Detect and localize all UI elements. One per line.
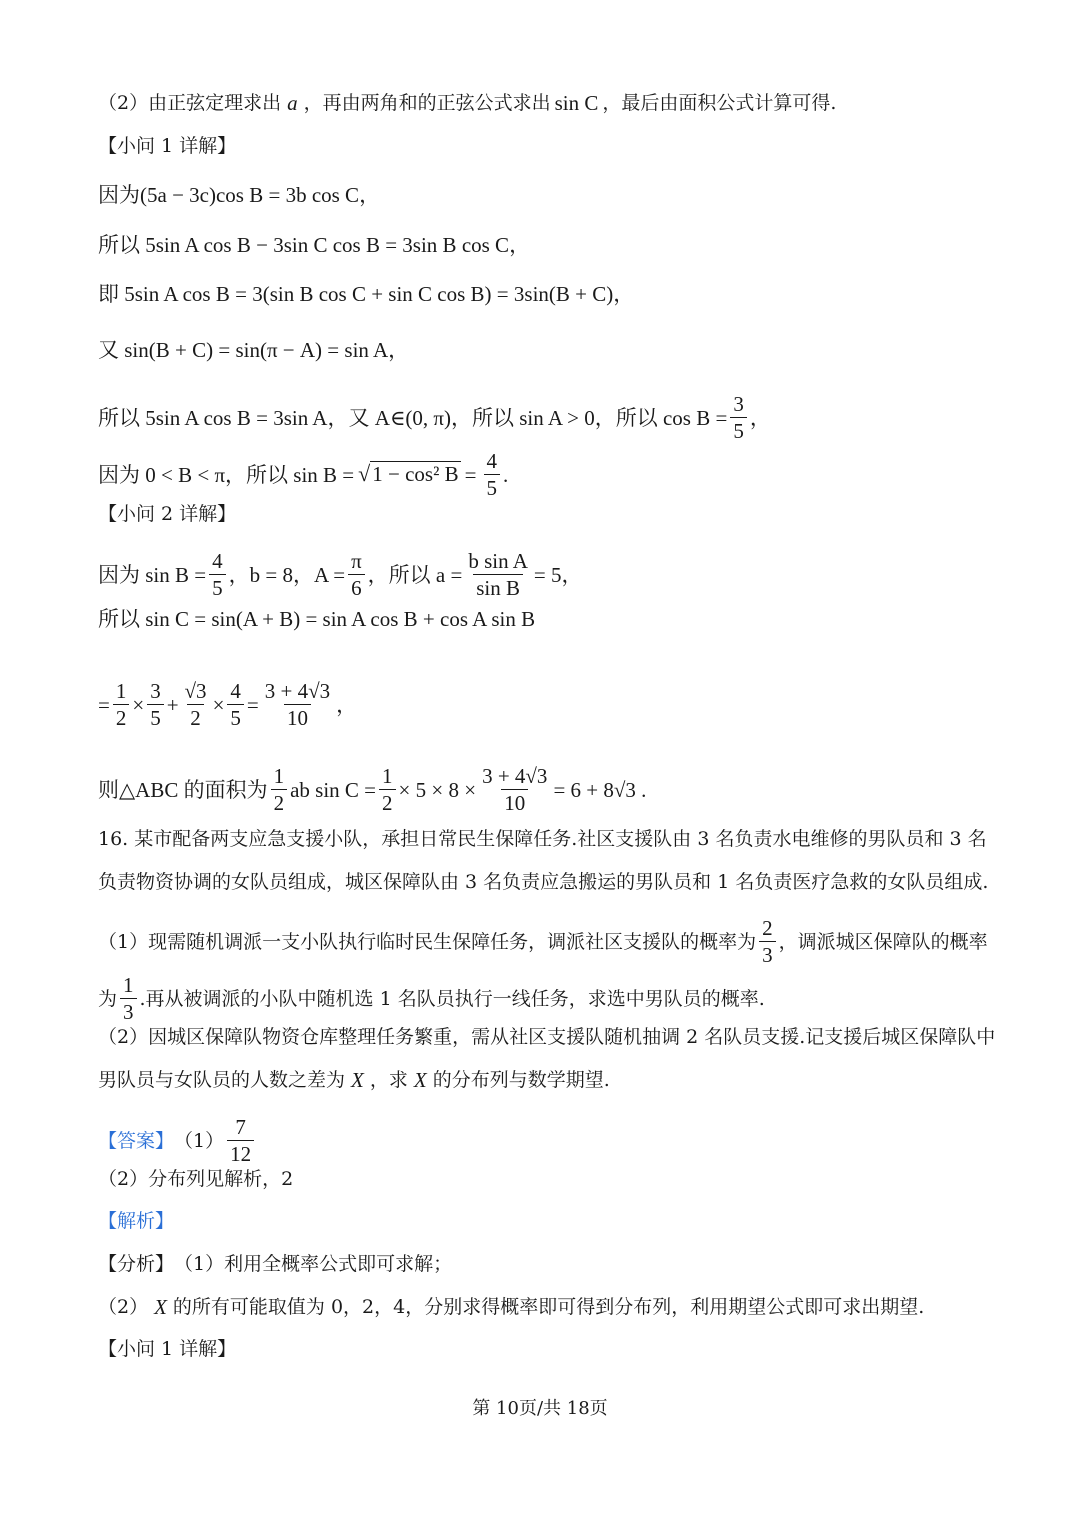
text: ，: [749, 405, 771, 430]
math: X: [351, 1068, 364, 1092]
text: （1）现需随机调派一支小队执行临时民生保障任务，调派社区支援队的概率为: [98, 930, 757, 953]
math-line: [98, 550, 984, 599]
text: 的所有可能取值为 0，2，4，分别求得概率即可得到分布列，利用期望公式即可求出期望.: [172, 1296, 925, 1318]
numerator: 1: [123, 973, 134, 997]
numerator: √3: [184, 679, 207, 703]
denominator: 5: [484, 474, 501, 499]
numerator: 1: [273, 764, 285, 788]
math: X: [154, 1295, 167, 1319]
fraction: [759, 917, 776, 966]
text: ，求: [369, 1069, 408, 1091]
text: 的分布列与数学期望.: [432, 1069, 610, 1091]
fraction: [227, 1116, 254, 1165]
fraction: [262, 680, 333, 729]
text: 所以 5sin A cos B = 3sin A，又 A∈(0, π)，所以 sin A > 0，所以 cos B =: [98, 405, 728, 430]
question-16-part-2: [98, 1067, 984, 1093]
answer-line: （2）分布列见解析，2: [98, 1168, 294, 1190]
text: ×: [132, 692, 145, 717]
math-line: 因为(5a − 3c)cos B = 3b cos C，: [98, 183, 381, 207]
fraction: [484, 450, 501, 499]
fraction: [209, 550, 226, 599]
denominator: 2: [271, 789, 288, 814]
analysis-line: [98, 1294, 984, 1320]
analysis-label: 【分析】: [98, 1253, 175, 1275]
fraction: [182, 680, 210, 729]
math-line: 所以 sin C = sin(A + B) = sin A cos B + cos A sin B: [98, 607, 536, 631]
fraction: [379, 765, 396, 814]
text: × 5 × 8 ×: [398, 777, 477, 802]
math-line: [98, 393, 984, 442]
text: ，再由两角和的正弦公式求出: [303, 92, 551, 114]
fraction: [227, 680, 244, 729]
text: ，所以 a =: [367, 562, 463, 587]
denominator: 2: [187, 704, 204, 729]
text: = 6 + 8√3 .: [553, 777, 647, 802]
fraction: [730, 393, 747, 442]
denominator: sin B: [473, 574, 523, 599]
denominator: 5: [209, 574, 226, 599]
fraction: [465, 550, 531, 599]
explanation-label: 【解析】: [98, 1210, 175, 1232]
math-line: [98, 680, 984, 729]
section-heading: 【小问 1 详解】: [98, 135, 237, 157]
fraction: [271, 765, 288, 814]
text: =: [464, 462, 477, 487]
denominator: 10: [501, 789, 528, 814]
math-line: [98, 450, 984, 499]
numerator: 3: [733, 392, 744, 416]
text: 则△ABC 的面积为: [98, 777, 268, 802]
text: （2）由正弦定理求出: [98, 92, 282, 114]
denominator: 5: [227, 704, 244, 729]
text: +: [166, 692, 179, 717]
numerator: 4: [212, 549, 223, 573]
text: 因为 sin B =: [98, 562, 207, 587]
numerator: 3 + 4√3: [264, 679, 331, 703]
text: =: [98, 692, 110, 717]
math-line: 又 sin(B + C) = sin(π − A) = sin A，: [98, 338, 410, 362]
text: ，: [336, 692, 358, 717]
section-heading: 【小问 2 详解】: [98, 503, 237, 525]
denominator: 3: [759, 941, 776, 966]
sqrt: √ 1 − cos² B: [358, 461, 459, 487]
math: a: [287, 91, 298, 115]
question-16-part-2: （2）因城区保障队物资仓库整理任务繁重，需从社区支援队随机抽调 2 名队员支援.记支援后城区保障队中: [98, 1026, 996, 1048]
denominator: 2: [113, 704, 130, 729]
numerator: b sin A: [468, 549, 528, 573]
denominator: 10: [284, 704, 311, 729]
answer-label: 【答案】: [98, 1129, 175, 1152]
math-line: [98, 765, 984, 814]
text: ，b = 8，A =: [228, 562, 346, 587]
numerator: 4: [230, 679, 241, 703]
text: ，最后由面积公式计算可得.: [602, 92, 837, 114]
text: （1）: [174, 1129, 225, 1152]
answer-line: [98, 1116, 984, 1165]
text: 男队员与女队员的人数之差为: [98, 1069, 346, 1091]
text: ，调派城区保障队的概率: [778, 930, 988, 953]
denominator: 3: [120, 998, 137, 1023]
numerator: 7: [235, 1115, 246, 1139]
fraction: [348, 550, 365, 599]
fraction: [120, 974, 137, 1023]
math-line: 即 5sin A cos B = 3(sin B cos C + sin C cos B) = 3sin(B + C)，: [98, 282, 635, 306]
denominator: 12: [227, 1140, 254, 1165]
text: = 5，: [533, 562, 583, 587]
numerator: 3: [150, 679, 161, 703]
numerator: π: [351, 549, 362, 573]
denominator: 6: [348, 574, 365, 599]
denominator: 5: [730, 417, 747, 442]
text: =: [246, 692, 259, 717]
analysis-line-2: [98, 90, 984, 116]
numerator: 1: [382, 764, 393, 788]
math: sin C: [554, 91, 599, 115]
denominator: 2: [379, 789, 396, 814]
question-16-text: 16. 某市配备两支应急支援小队，承担日常民生保障任务.社区支援队由 3 名负责水电维修的男队员和 3 名: [98, 828, 987, 850]
page-footer: 第 10页/共 18页: [472, 1398, 608, 1419]
question-16-part-1: [98, 916, 988, 968]
numerator: 4: [486, 449, 497, 473]
fraction: [113, 680, 130, 729]
text: .再从被调派的小队中随机选 1 名队员执行一线任务，求选中男队员的概率.: [139, 987, 765, 1010]
text: .: [503, 462, 509, 487]
question-16-part-1: [98, 974, 984, 1023]
fraction: [479, 765, 550, 814]
text: ×: [212, 692, 225, 717]
fraction: [147, 680, 164, 729]
text: 因为 0 < B < π，所以 sin B =: [98, 462, 355, 487]
numerator: 3 + 4√3: [482, 764, 548, 788]
math-line: 所以 5sin A cos B − 3sin C cos B = 3sin B cos C，: [98, 233, 531, 257]
math: X: [413, 1068, 427, 1092]
question-16-text: 负责物资协调的女队员组成，城区保障队由 3 名负责应急搬运的男队员和 1 名负责医疗急救的女队员组成.: [98, 871, 989, 893]
section-heading: 【小问 1 详解】: [98, 1338, 237, 1360]
text: 为: [98, 987, 118, 1010]
radicand: 1 − cos² B: [372, 462, 459, 487]
text: ab sin C =: [290, 777, 377, 802]
numerator: 2: [762, 916, 773, 940]
text: （1）利用全概率公式即可求解；: [174, 1253, 453, 1275]
numerator: 1: [115, 679, 127, 703]
denominator: 5: [147, 704, 164, 729]
analysis-line: [98, 1251, 984, 1277]
text: （2）: [98, 1296, 149, 1318]
